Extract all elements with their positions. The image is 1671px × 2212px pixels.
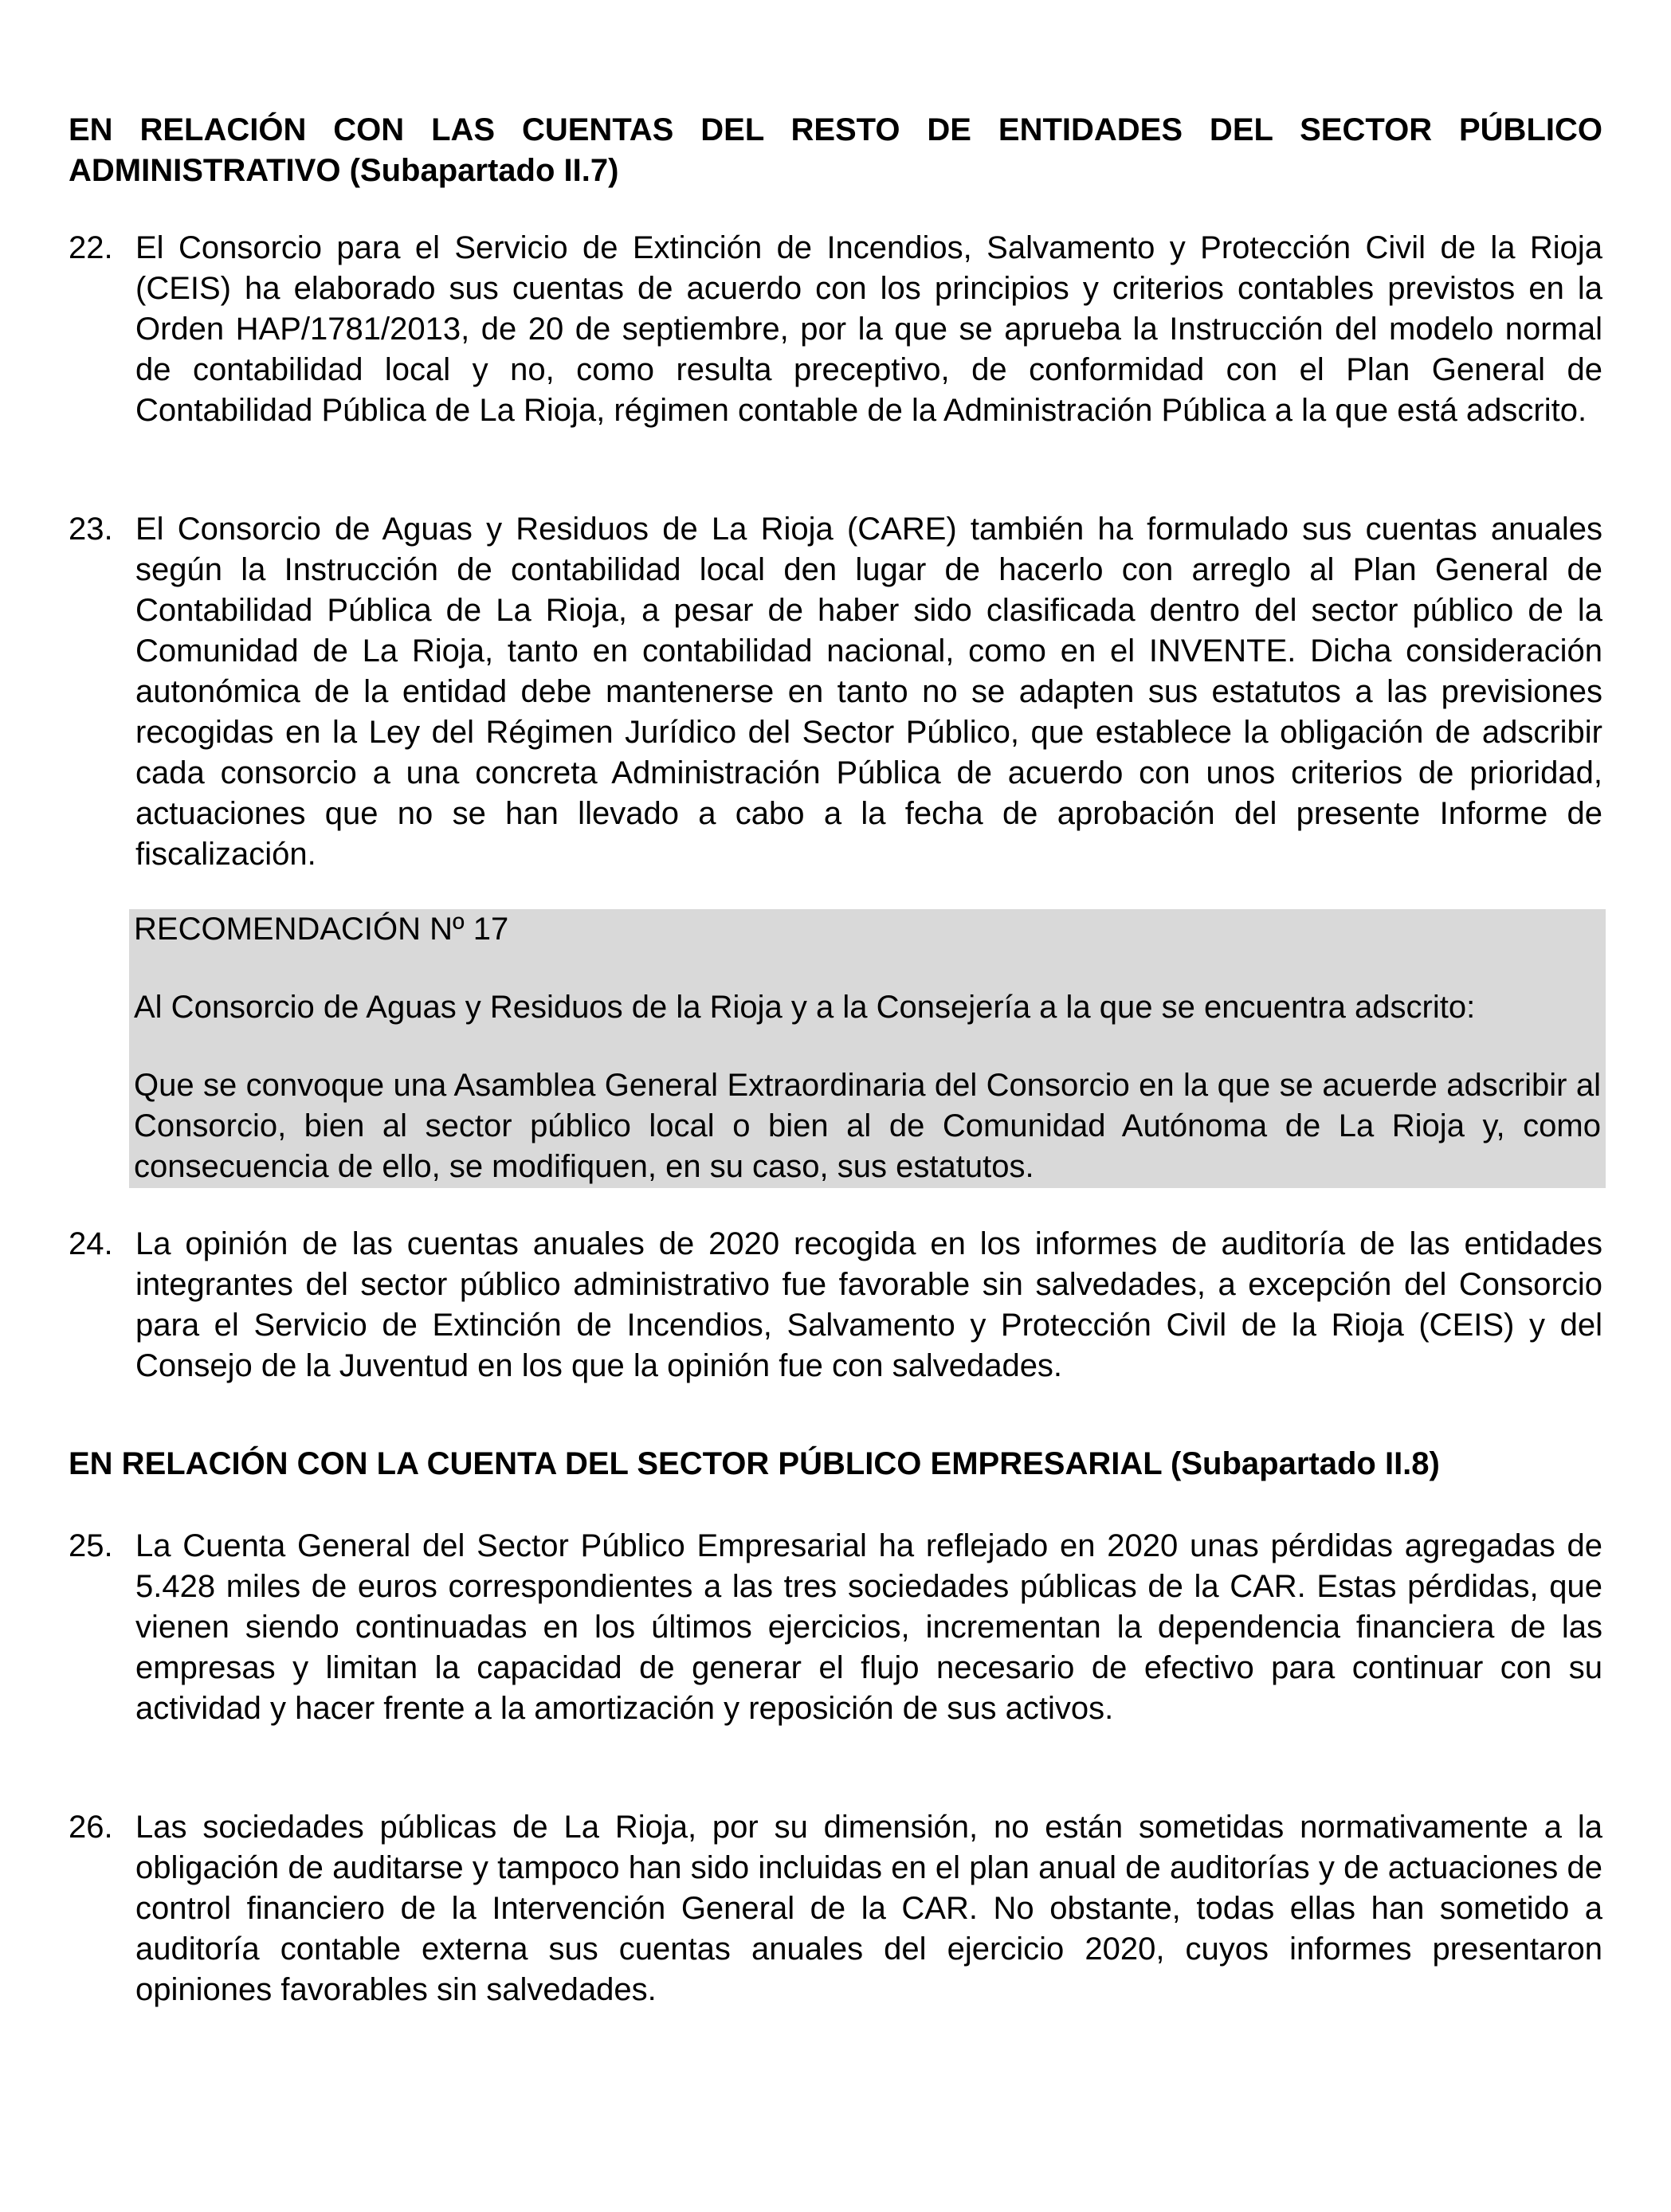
paragraph-text: Las sociedades públicas de La Rioja, por su dimensión, no están sometidas normativamente a la obligación de auditarse y tampoco han sido incluidas en el plan anual de auditorías y de actuaciones de control financiero de la Intervención General de la CAR. No obstante, todas ellas han sometido a auditoría contable externa sus cuentas anuales del ejercicio 2020, cuyos informes presentaron opiniones favorables sin salvedades.	[135, 1810, 1602, 2007]
recommendation-text: Que se convoque una Asamblea General Extraordinaria del Consorcio en la que se acuerde adscribir al Consorcio, bien al sector público local o bien al de Comunidad Autónoma de La Rioja y, como consecuencia de ello, se modifiquen, en su caso, sus estatutos.	[134, 1068, 1601, 1184]
section-heading-public-business: EN RELACIÓN CON LA CUENTA DEL SECTOR PÚBLICO EMPRESARIAL (Subapartado II.8)	[69, 1446, 1440, 1481]
paragraph-number: 23.	[69, 512, 113, 547]
section-heading-public-administrative: EN RELACIÓN CON LAS CUENTAS DEL RESTO DE ENTIDADES DEL SECTOR PÚBLICO ADMINISTRATIVO (Subapartado II.7)	[69, 112, 1602, 188]
paragraph-text: El Consorcio de Aguas y Residuos de La Rioja (CARE) también ha formulado sus cuentas anuales según la Instrucción de contabilidad local den lugar de hacerlo con arreglo al Plan General de Contabilidad Pública de La Rioja, a pesar de haber sido clasificada dentro del sector público de la Comunidad de La Rioja, tanto en contabilidad nacional, como en el INVENTE. Dicha consideración autonómica de la entidad debe mantenerse en tanto no se adapten sus estatutos a las previsiones recogidas en la Ley del Régimen Jurídico del Sector Público, que establece la obligación de adscribir cada consorcio a una concreta Administración Pública de acuerdo con unos criterios de prioridad, actuaciones que no se han llevado a cabo a la fecha de aprobación del presente Informe de fiscalización.	[135, 512, 1602, 872]
recommendation-addressee: Al Consorcio de Aguas y Residuos de la Rioja y a la Consejería a la que se encuentra adscrito:	[134, 990, 1476, 1025]
paragraph-24	[69, 1224, 1602, 1386]
paragraph-number: 25.	[69, 1528, 113, 1563]
paragraph-number: 22.	[69, 230, 113, 265]
paragraph-number: 26.	[69, 1810, 113, 1845]
paragraph-text: El Consorcio para el Servicio de Extinción de Incendios, Salvamento y Protección Civil de la Rioja (CEIS) ha elaborado sus cuentas de acuerdo con los principios y criterios contables previstos en la Orden HAP/1781/2013, de 20 de septiembre, por la que se aprueba la Instrucción del modelo normal de contabilidad local y no, como resulta preceptivo, de conformidad con el Plan General de Contabilidad Pública de La Rioja, régimen contable de la Administración Pública a la que está adscrito.	[135, 230, 1602, 428]
recommendation-box	[129, 909, 1606, 1188]
paragraph-23	[69, 509, 1602, 875]
paragraph-22	[69, 228, 1602, 431]
paragraph-text: La Cuenta General del Sector Público Empresarial ha reflejado en 2020 unas pérdidas agregadas de 5.428 miles de euros correspondientes a las tres sociedades públicas de la CAR. Estas pérdidas, que vienen siendo continuadas en los últimos ejercicios, incrementan la dependencia financiera de las empresas y limitan la capacidad de generar el flujo necesario de efectivo para continuar con su actividad y hacer frente a la amortización y reposición de sus activos.	[135, 1528, 1602, 1726]
paragraph-26	[69, 1807, 1602, 2010]
paragraph-25	[69, 1526, 1602, 1729]
recommendation-title: RECOMENDACIÓN Nº 17	[134, 912, 509, 947]
paragraph-number: 24.	[69, 1226, 113, 1261]
paragraph-text: La opinión de las cuentas anuales de 2020 recogida en los informes de auditoría de las entidades integrantes del sector público administrativo fue favorable sin salvedades, a excepción del Consorcio para el Servicio de Extinción de Incendios, Salvamento y Protección Civil de la Rioja (CEIS) y del Consejo de la Juventud en los que la opinión fue con salvedades.	[135, 1226, 1602, 1383]
